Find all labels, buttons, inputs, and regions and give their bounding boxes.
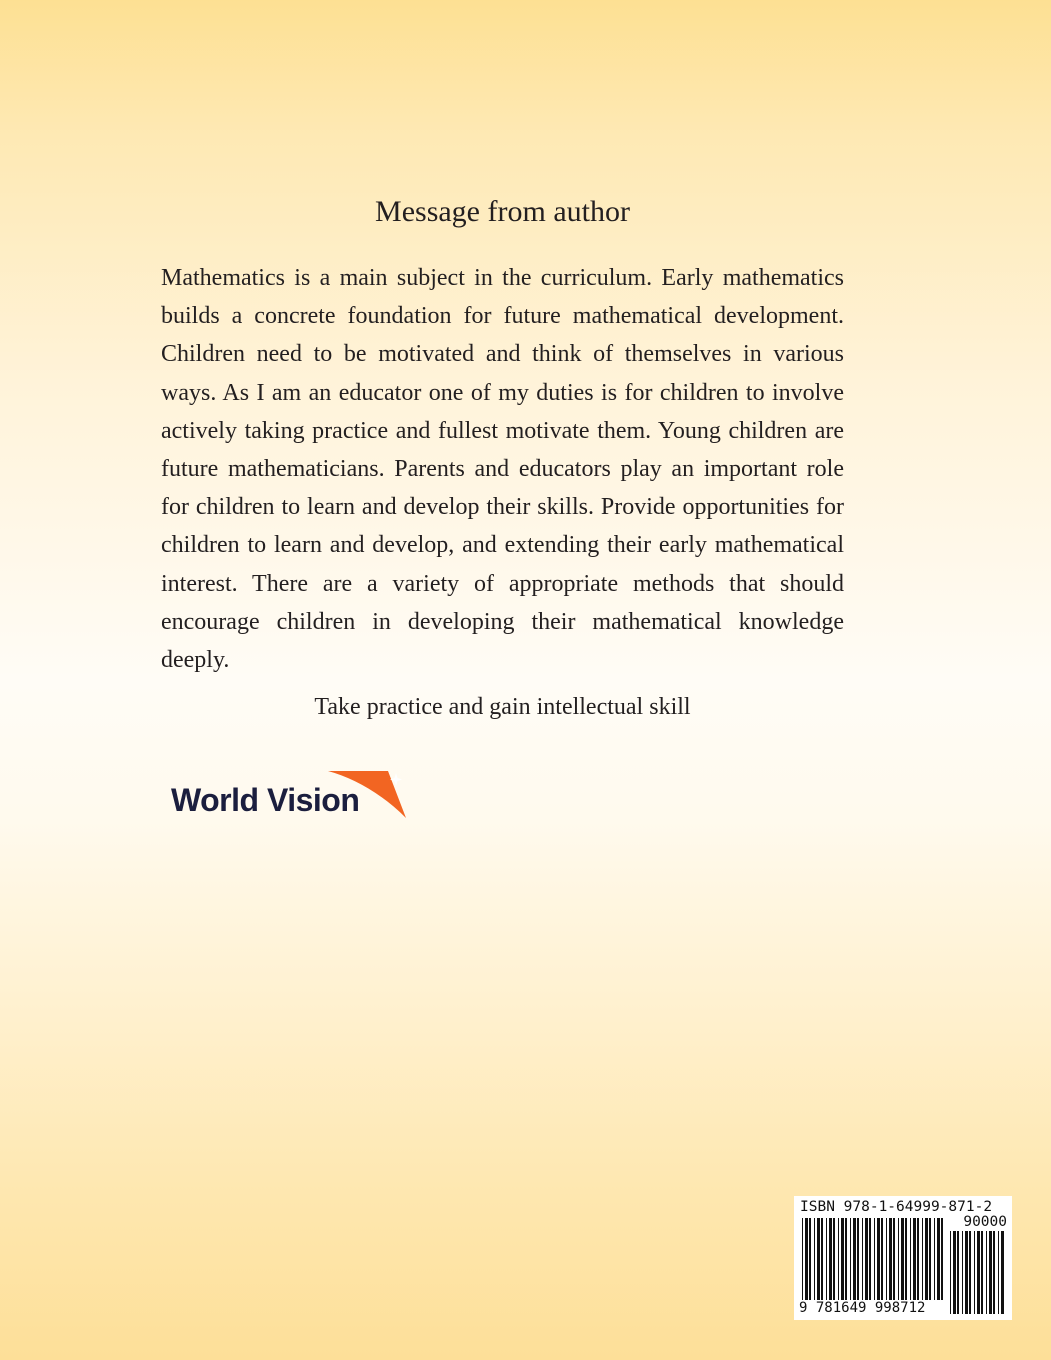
author-message-body: Mathematics is a main subject in the curriculum. Early mathematics builds a concrete foundation for future mathematical development. Children need to be motivated and think of themselves in various ways. As I am an educator one of my duties is for children to involve actively taking practice and fullest motivate them. Young children are future mathematicians. Parents and educators play an important role for children to learn and develop their skills. Provide opportunities for children to learn and develop, and extending their early mathematical interest. There are a variety of appropriate methods that should encourage children in developing their mathematical knowledge deeply. bbox=[161, 265, 844, 674]
tagline: Take practice and gain intellectual skill bbox=[314, 694, 691, 720]
isbn-label: ISBN 978-1-64999-871-2 bbox=[800, 1199, 993, 1215]
isbn-barcode bbox=[794, 1196, 1012, 1320]
price-addon-code: 90000 bbox=[963, 1214, 1007, 1230]
ean-digits: 9 781649 998712 bbox=[799, 1300, 926, 1316]
logo-wordmark: World Vision bbox=[171, 782, 360, 818]
world-vision-logo bbox=[168, 768, 408, 822]
page-title: Message from author bbox=[375, 195, 630, 228]
